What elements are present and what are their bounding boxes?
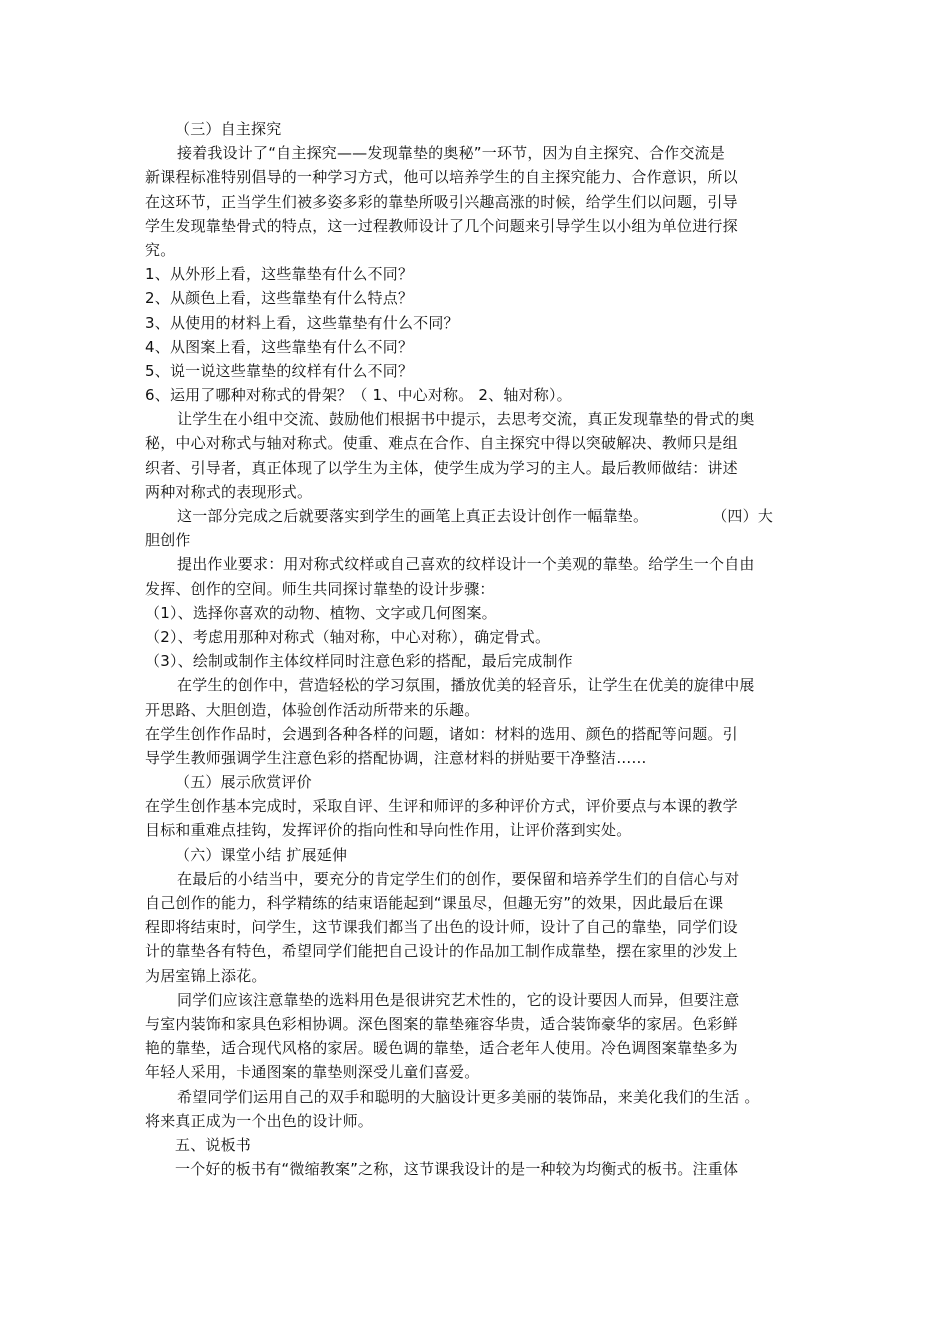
section-heading-bold-creation-part: （四）大 (712, 507, 774, 525)
step-item: （2）、考虑用那种对称式（轴对称，中心对称），确定骨式。 (145, 627, 551, 646)
question-item: 1、从外形上看，这些靠垫有什么不同？ (145, 265, 414, 284)
section-heading-board-design: 五、说板书 (175, 1135, 252, 1154)
paragraph-line: 与室内装饰和家具色彩相协调。深色图案的靠垫雍容华贵，适合装饰豪华的家居。色彩鲜 (145, 1014, 738, 1033)
step-item: （3）、绘制或制作主体纹样同时注意色彩的搭配，最后完成制作 (145, 652, 573, 671)
paragraph-line: 导学生教师强调学生注意色彩的搭配协调，注意材料的拼贴要干净整洁…… (145, 748, 647, 767)
paragraph-line: 在学生创作作品时，会遇到各种各样的问题，诸如：材料的选用、颜色的搭配等问题。引 (145, 724, 738, 743)
question-item: 4、从图案上看，这些靠垫有什么不同？ (145, 337, 414, 356)
paragraph-line: 计的靠垫各有特色，希望同学们能把自己设计的作品加工制作成靠垫，摆在家里的沙发上 (145, 942, 738, 961)
document-body (145, 117, 811, 1181)
paragraph-line: 织者、引导者，真正体现了以学生为主体，使学生成为学习的主人。最后教师做结：讲述 (145, 458, 738, 477)
question-item: 6、运用了哪种对称式的骨架？（ 1、中心对称。 2、轴对称）。 (145, 386, 572, 405)
paragraph-line: 程即将结束时，问学生，这节课我们都当了出色的设计师，设计了自己的靠垫，同学们设 (145, 918, 738, 937)
section-heading-bold-creation-cont: 胆创作 (145, 531, 191, 550)
paragraph-line: 接着我设计了“自主探究——发现靠垫的奥秘”一环节，因为自主探究、合作交流是 (177, 144, 725, 163)
paragraph-line: 年轻人采用，卡通图案的靠垫则深受儿童们喜爱。 (145, 1063, 480, 1082)
paragraph-line: 艳的靠垫，适合现代风格的家居。暖色调的靠垫，适合老年人使用。冷色调图案靠垫多为 (145, 1039, 738, 1058)
paragraph-line: 发挥、创作的空间。师生共同探讨靠垫的设计步骤： (145, 579, 495, 598)
paragraph-line: 将来真正成为一个出色的设计师。 (145, 1111, 374, 1130)
paragraph-line: 一个好的板书有“微缩教案”之称，这节课我设计的是一种较为均衡式的板书。注重体 (175, 1160, 739, 1179)
step-item: （1）、选择你喜欢的动物、植物、文字或几何图案。 (145, 603, 497, 622)
paragraph-line: 自己创作的能力，科学精练的结束语能起到“课虽尽，但趣无穷”的效果，因此最后在课 (145, 894, 724, 912)
paragraph-line: 开思路、大胆创造，体验创作活动所带来的乐趣。 (145, 700, 480, 719)
question-item: 5、说一说这些靠垫的纹样有什么不同？ (145, 361, 414, 380)
paragraph-line: 在学生创作基本完成时，采取自评、生评和师评的多种评价方式，评价要点与本课的教学 (145, 797, 738, 816)
paragraph-line: 在这环节，正当学生们被多姿多彩的靠垫所吸引兴趣高涨的时候，给学生们以问题，引导 (145, 192, 738, 211)
paragraph-line: 希望同学们运用自己的双手和聪明的大脑设计更多美丽的装饰品，来美化我们的生活 。 (177, 1087, 760, 1106)
section-heading-summary: （六）课堂小结 扩展延伸 (175, 845, 348, 864)
paragraph-line: 让学生在小组中交流、鼓励他们根据书中提示，去思考交流，真正发现靠垫的骨式的奥 (177, 410, 755, 429)
paragraph-line: 同学们应该注意靠垫的选料用色是很讲究艺术性的，它的设计要因人而异，但要注意 (177, 990, 740, 1009)
paragraph-line: 在最后的小结当中，要充分的肯定学生们的创作，要保留和培养学生们的自信心与对 (177, 869, 740, 888)
question-item: 2、从颜色上看，这些靠垫有什么特点？ (145, 289, 414, 308)
paragraph-text: 这一部分完成之后就要落实到学生的画笔上真正去设计创作一幅靠垫。 (177, 507, 649, 525)
section-heading-self-inquiry: （三）自主探究 (175, 120, 282, 138)
paragraph-line: 目标和重难点挂钩，发挥评价的指向性和导向性作用，让评价落到实处。 (145, 821, 632, 840)
question-item: 3、从使用的材料上看，这些靠垫有什么不同？ (145, 313, 459, 332)
paragraph-line: 究。 (145, 240, 176, 259)
paragraph-line: 学生发现靠垫骨式的特点，这一过程教师设计了几个问题来引导学生以小组为单位进行探 (145, 216, 738, 235)
section-heading-showcase: （五）展示欣赏评价 (175, 773, 312, 792)
paragraph-line: 秘，中心对称式与轴对称式。使重、难点在合作、自主探究中得以突破解决、教师只是组 (145, 434, 738, 453)
paragraph-line: 新课程标准特别倡导的一种学习方式，他可以培养学生的自主探究能力、合作意识，所以 (145, 168, 738, 187)
paragraph-line: 两种对称式的表现形式。 (145, 482, 313, 501)
paragraph-line: 提出作业要求：用对称式纹样或自己喜欢的纹样设计一个美观的靠垫。给学生一个自由 (177, 555, 755, 574)
paragraph-line: 在学生的创作中，营造轻松的学习氛围，播放优美的轻音乐，让学生在优美的旋律中展 (177, 676, 755, 695)
paragraph-line (145, 504, 811, 528)
paragraph-line: 为居室锦上添花。 (145, 966, 267, 985)
